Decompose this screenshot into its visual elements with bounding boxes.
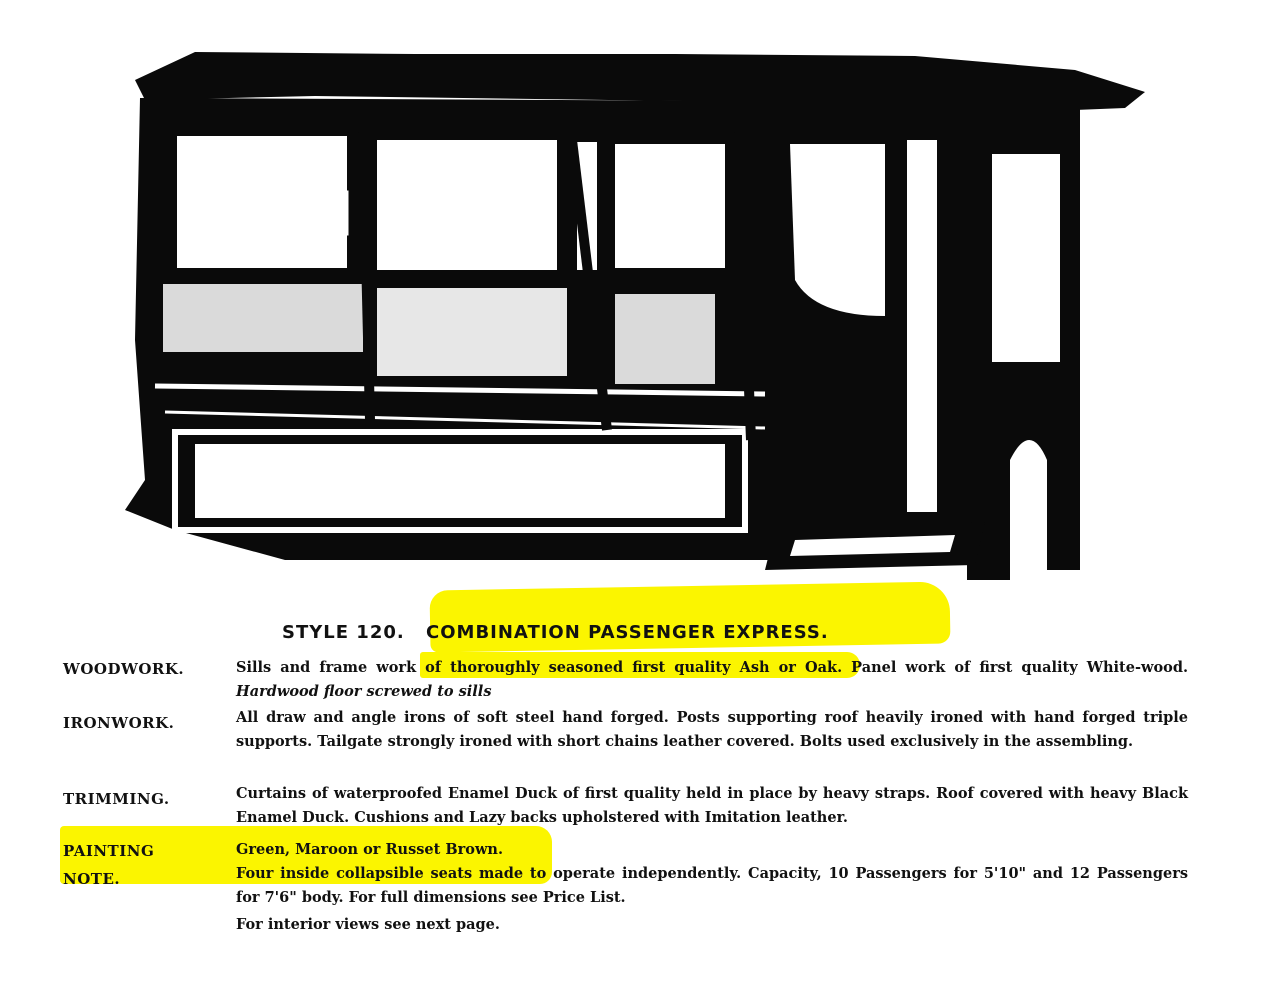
style-number: STYLE 120. [282, 622, 405, 643]
window-4 [615, 144, 725, 268]
door-opening [790, 144, 885, 316]
style-name: COMBINATION PASSENGER EXPRESS. [426, 622, 829, 643]
spec-text-trimming: Curtains of waterproofed Enamel Duck of first quality held in place by heavy straps. Roof covered with heavy Black Enamel Duck. Cushions and Lazy backs upholstered with Imitation leather. [236, 785, 1188, 826]
spec-label-woodwork: WOODWORK. [63, 660, 185, 678]
spec-text-ironwork: All draw and angle irons of soft steel hand forged. Posts supporting roof heavily ironed with hand forged triple supports. Tailgate strongly ironed with short chains leather covered. Bolts used exclusively in the assembling. [236, 709, 1188, 750]
post [363, 132, 370, 420]
spec-label-note: NOTE. [63, 870, 121, 888]
spec-text-note: Four inside collapsible seats made to operate independently. Capacity, 10 Passengers for 5'10" and 12 Passengers for 7'6" body. For full dimensions see Price List. [236, 865, 1188, 906]
tailgate-inset [195, 444, 725, 518]
woodwork-emphasis: Hardwood floor screwed to sills [236, 683, 492, 700]
side-panel-1 [163, 284, 363, 352]
spec-label-ironwork: IRONWORK. [63, 714, 175, 732]
cab-window [990, 152, 1062, 364]
woodwork-text: Sills and frame work of thoroughly seasoned first quality Ash or Oak. Panel work of first quality White-wood. [236, 659, 1188, 676]
footer-note: For interior views see next page. [236, 916, 500, 933]
spec-label-painting: PAINTING [63, 842, 155, 860]
spec-label-trimming: TRIMMING. [63, 790, 170, 808]
side-panel-3 [615, 294, 715, 384]
window-1 [177, 136, 347, 268]
window-6 [907, 140, 937, 512]
spec-text-woodwork [236, 656, 1188, 704]
window-2 [377, 140, 557, 270]
page-title [282, 622, 829, 643]
wagon-body-illustration [115, 40, 1165, 600]
spec-text-painting: Green, Maroon or Russet Brown. [236, 841, 504, 858]
side-panel-2 [377, 288, 567, 376]
